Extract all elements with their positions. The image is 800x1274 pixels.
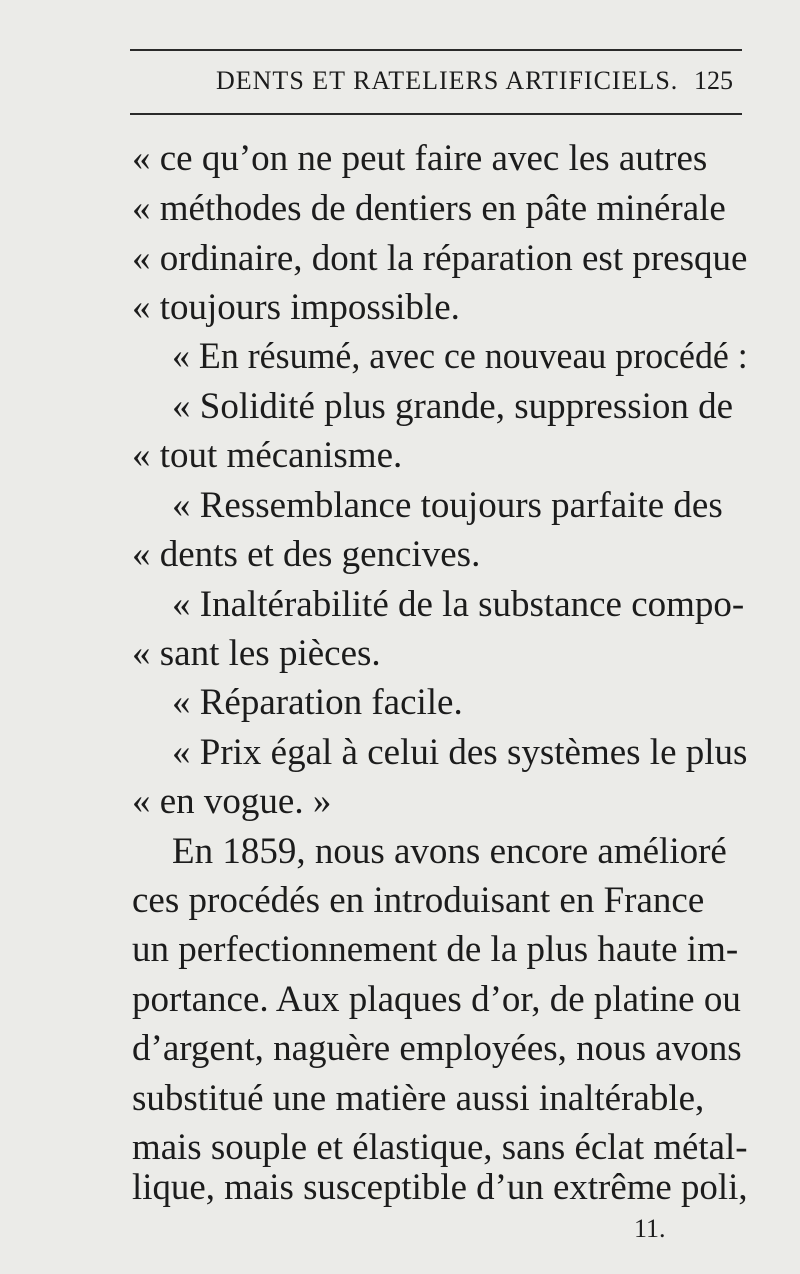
- text-line: « Ressemblance toujours parfaite des: [172, 485, 723, 526]
- text-line: « dents et des gencives.: [132, 534, 481, 575]
- page-number: 125: [694, 66, 733, 95]
- running-head: DENTS ET RATELIERS ARTIFICIELS.: [216, 66, 679, 95]
- text-line: un perfectionnement de la plus haute im-: [132, 929, 739, 970]
- text-line: « méthodes de dentiers en pâte minérale: [132, 188, 726, 229]
- text-line: « Prix égal à celui des systèmes le plus: [172, 732, 748, 773]
- text-line: « ce qu’on ne peut faire avec les autres: [132, 138, 708, 179]
- text-line: lique, mais susceptible d’un extrême poli,: [132, 1167, 748, 1208]
- text-line: « toujours impossible.: [132, 287, 460, 328]
- text-line: « sant les pièces.: [132, 633, 381, 674]
- text-line: substitué une matière aussi inaltérable,: [132, 1078, 705, 1119]
- text-line: « en vogue. »: [132, 781, 332, 822]
- text-line: « En résumé, avec ce nouveau procédé :: [172, 336, 748, 377]
- text-line: « tout mécanisme.: [132, 435, 403, 476]
- header-rule-top: [130, 49, 742, 51]
- text-line: ces procédés en introduisant en France: [132, 880, 705, 921]
- text-line: « Solidité plus grande, suppression de: [172, 386, 734, 427]
- text-line: portance. Aux plaques d’or, de platine ou: [132, 979, 741, 1020]
- text-line: « ordinaire, dont la réparation est presque: [132, 238, 748, 279]
- text-line: d’argent, naguère employées, nous avons: [132, 1028, 742, 1069]
- text-line: « Réparation facile.: [172, 682, 463, 723]
- text-line: En 1859, nous avons encore amélioré: [172, 831, 727, 872]
- signature-mark: 11.: [634, 1214, 666, 1243]
- text-line: « Inaltérabilité de la substance compo-: [172, 584, 745, 625]
- header-rule-bottom: [130, 113, 742, 115]
- text-line: mais souple et élastique, sans éclat métal-: [132, 1127, 748, 1168]
